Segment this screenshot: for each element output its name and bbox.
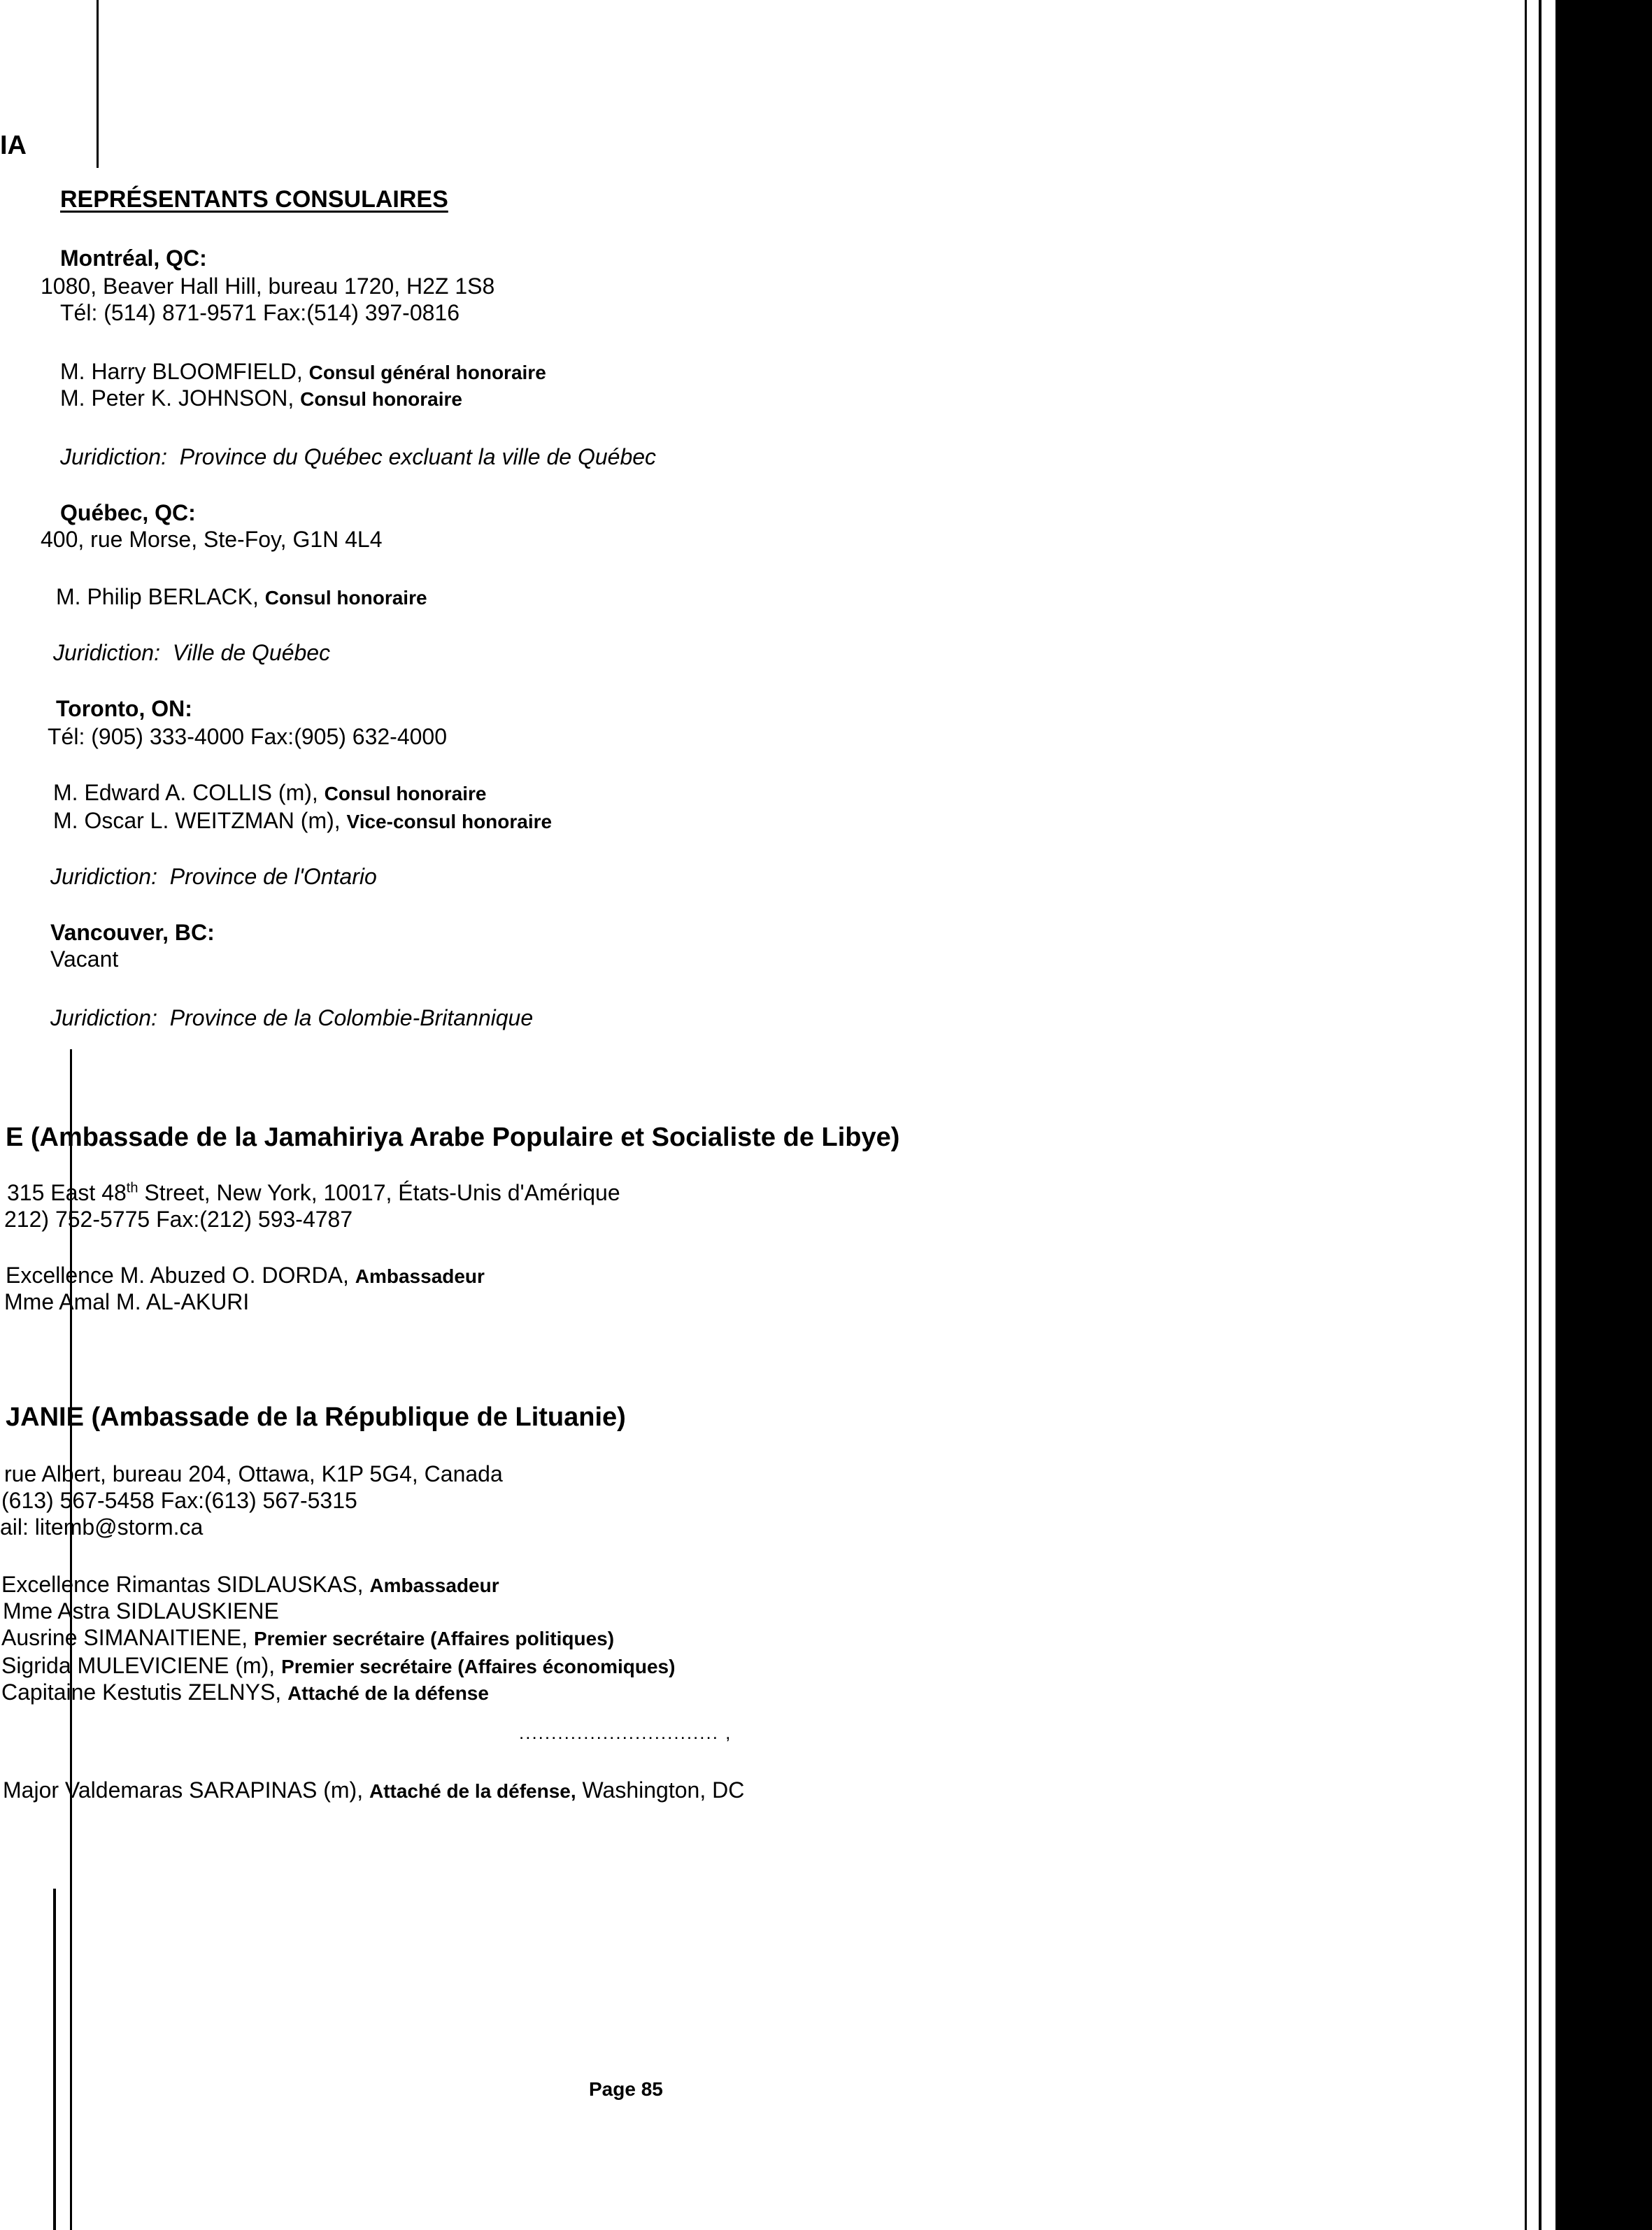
person-row: [3, 1777, 744, 1805]
jurisdiction-label: Juridiction:: [53, 640, 160, 665]
person-name: Capitaine Kestutis ZELNYS,: [1, 1679, 282, 1705]
jurisdiction-text: Ville de Québec: [172, 640, 331, 665]
person-name: Ausrine SIMANAITIENE,: [1, 1625, 248, 1650]
address-part: 315 East 48: [7, 1180, 127, 1205]
person-name: M. Philip BERLACK,: [56, 584, 259, 609]
person-title: Attaché de la défense,: [369, 1780, 576, 1802]
phone-montreal: Tél: (514) 871-9571 Fax:(514) 397-0816: [60, 300, 460, 325]
person-name: Excellence M. Abuzed O. DORDA,: [6, 1263, 349, 1288]
embassy-heading-lituanie: JANIE (Ambassade de la République de Lituanie): [6, 1402, 626, 1432]
scan-line-center-lower: [53, 1889, 56, 2230]
city-montreal: Montréal, QC:: [60, 246, 207, 271]
person-row: [53, 807, 552, 835]
jurisdiction-text: Province de l'Ontario: [169, 864, 377, 889]
right-margin-line-1: [1525, 0, 1527, 2230]
jurisdiction-text: Province de la Colombie-Britannique: [169, 1005, 534, 1030]
header-corner: IA: [0, 131, 27, 160]
phone-toronto: Tél: (905) 333-4000 Fax:(905) 632-4000: [48, 724, 448, 749]
jurisdiction-quebec: [53, 639, 330, 666]
scan-line-top: [97, 0, 99, 168]
address-sup: th: [126, 1180, 138, 1196]
page-number: Page 85: [589, 2078, 663, 2100]
person-name: M. Peter K. JOHNSON,: [60, 385, 294, 411]
jurisdiction-vancouver: [50, 1004, 533, 1031]
city-quebec: Québec, QC:: [60, 500, 196, 525]
person-row: [1, 1679, 489, 1707]
jurisdiction-label: Juridiction:: [60, 444, 167, 469]
person-row: [1, 1624, 614, 1652]
jurisdiction-label: Juridiction:: [50, 864, 157, 889]
person-title: Ambassadeur: [369, 1575, 499, 1596]
person-row: [4, 1288, 249, 1315]
person-title: Consul honoraire: [300, 388, 462, 410]
person-title: Premier secrétaire (Affaires politiques): [253, 1628, 615, 1649]
person-name: Excellence Rimantas SIDLAUSKAS,: [1, 1572, 364, 1597]
phone-libye: 212) 752-5775 Fax:(212) 593-4787: [4, 1207, 353, 1232]
address-lituanie: rue Albert, bureau 204, Ottawa, K1P 5G4, Canada: [4, 1461, 503, 1486]
person-title: Consul honoraire: [324, 783, 487, 804]
right-margin-line-2: [1539, 0, 1541, 2230]
jurisdiction-montreal: [60, 443, 656, 470]
person-name: M. Edward A. COLLIS (m),: [53, 780, 318, 805]
address-libye: [7, 1179, 620, 1206]
jurisdiction-label: Juridiction:: [50, 1005, 157, 1030]
person-title: Attaché de la défense: [287, 1682, 489, 1704]
person-title: Consul honoraire: [264, 587, 427, 609]
person-row: [60, 385, 462, 413]
email-lituanie: ail: litemb@storm.ca: [0, 1514, 204, 1540]
person-row: [1, 1571, 499, 1599]
phone-lituanie: (613) 567-5458 Fax:(613) 567-5315: [1, 1488, 357, 1513]
person-title: Vice-consul honoraire: [346, 811, 553, 832]
jurisdiction-text: Province du Québec excluant la ville de Québec: [179, 444, 657, 469]
person-name: Mme Amal M. AL-AKURI: [4, 1289, 250, 1314]
city-vancouver: Vancouver, BC:: [50, 920, 215, 945]
address-part: Street, New York, 10017, États-Unis d'Amérique: [138, 1180, 620, 1205]
person-location: Washington, DC: [582, 1777, 745, 1803]
status-vancouver: Vacant: [50, 946, 119, 972]
person-row: [6, 1262, 485, 1290]
person-name: M. Harry BLOOMFIELD,: [60, 359, 303, 384]
person-title: Premier secrétaire (Affaires économiques): [281, 1656, 676, 1677]
person-row: [3, 1598, 279, 1624]
person-name: Major Valdemaras SARAPINAS (m),: [3, 1777, 364, 1803]
person-row: [53, 779, 486, 807]
embassy-heading-libye: E (Ambassade de la Jamahiriya Arabe Populaire et Socialiste de Libye): [6, 1123, 900, 1152]
person-title: Ambassadeur: [355, 1265, 485, 1287]
person-name: Mme Astra SIDLAUSKIENE: [3, 1598, 279, 1624]
section-title: REPRÉSENTANTS CONSULAIRES: [60, 186, 448, 213]
address-montreal: 1080, Beaver Hall Hill, bureau 1720, H2Z 1S8: [41, 274, 495, 299]
jurisdiction-toronto: [50, 863, 377, 890]
address-quebec: 400, rue Morse, Ste-Foy, G1N 4L4: [41, 527, 383, 552]
person-name: M. Oscar L. WEITZMAN (m),: [53, 808, 341, 833]
dotted-separator: ............................... ,: [519, 1722, 732, 1743]
person-name: Sigrida MULEVICIENE (m),: [1, 1653, 276, 1678]
right-scan-band: [1555, 0, 1652, 2230]
city-toronto: Toronto, ON:: [56, 696, 192, 721]
person-row: [60, 358, 546, 386]
person-row: [56, 583, 427, 611]
person-row: [1, 1652, 675, 1680]
person-title: Consul général honoraire: [308, 362, 546, 383]
